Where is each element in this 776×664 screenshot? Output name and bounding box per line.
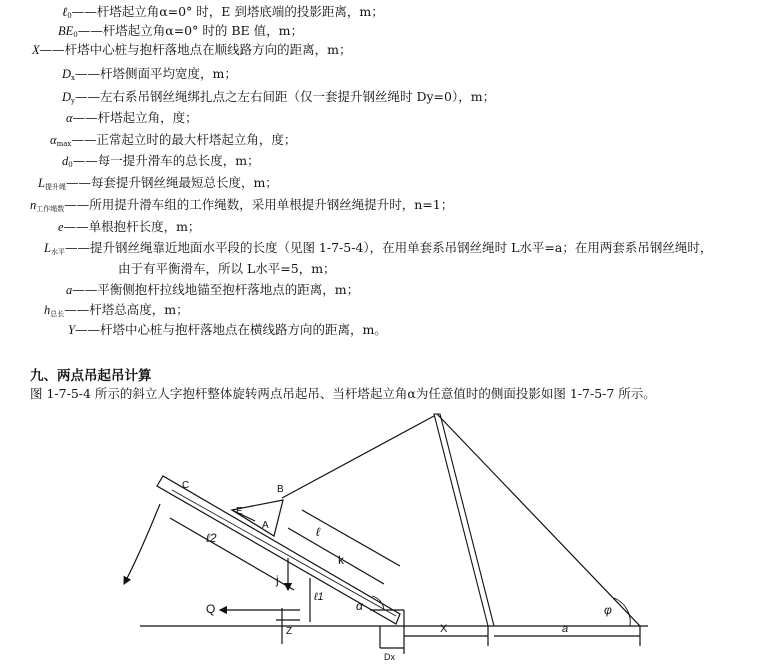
definition-item: ℓ$_0$——杆塔起立角α=0° 时，E 到塔底端的投影距离，m； <box>62 4 384 20</box>
label-Q: Q <box>206 602 216 616</box>
rotation-arc <box>124 504 160 584</box>
label-alpha: α <box>356 599 363 613</box>
gin-pole <box>434 414 494 626</box>
label-a: a <box>562 623 569 635</box>
definition-item: α——杆塔起立角，度； <box>66 110 198 125</box>
lifting-diagram <box>0 408 776 664</box>
label-l2: ℓ2 <box>206 531 217 545</box>
dim-k <box>288 528 384 584</box>
label-l: ℓ <box>316 525 320 539</box>
label-l1: ℓ1 <box>314 591 324 603</box>
definition-item: $d_0——$每一提升滑车的总长度，m； <box>62 153 260 169</box>
label-E: E <box>236 506 243 517</box>
definition-item: Y——杆塔中心桩与抱杆落地点在横线路方向的距离，m。 <box>68 322 387 337</box>
definition-item: 由于有平衡滑车，所以 L水平=5，m； <box>118 261 336 276</box>
definition-item: e——单根抱杆长度，m； <box>58 219 201 234</box>
label-X: X <box>440 623 448 635</box>
definition-item: $L_{提升绳}——$每套提升钢丝绳最短总长度，m； <box>38 175 278 191</box>
label-Dx: Dx <box>384 652 395 662</box>
definition-item: $BE_0——$杆塔起立角α=0° 时的 BE 值，m； <box>58 23 303 39</box>
definition-item: $\alpha_{max}——$正常起立时的最大杆塔起立角，度； <box>50 132 297 148</box>
section-paragraph: 图 1-7-5-4 所示的斜立人字抱杆整体旋转两点吊起吊、当杆塔起立角α为任意值时的侧面投影如图 1-7-5-7 所示。 <box>30 386 656 401</box>
lifting-rope <box>282 416 434 498</box>
definition-item: a——平衡侧抱杆拉线地锚至抱杆落地点的距离，m； <box>66 282 360 297</box>
label-Z: Z <box>286 626 293 637</box>
label-C: C <box>182 480 190 491</box>
definition-item: $D_x——$杆塔侧面平均宽度，m； <box>62 66 237 82</box>
label-A: A <box>262 520 269 531</box>
label-j: j <box>276 573 279 587</box>
section-heading: 九、两点吊起吊计算 <box>30 368 152 384</box>
definition-item: X——杆塔中心桩与抱杆落地点在顺线路方向的距离，m； <box>32 42 352 57</box>
definition-item: $h_{总长}——$杆塔总高度，m； <box>44 302 189 318</box>
label-B: B <box>277 484 284 495</box>
label-k: k <box>338 553 344 567</box>
definition-item: $D_y——$左右系吊钢丝绳绑扎点之左右间距（仅一套提升钢丝绳时 Dy=0），m； <box>62 89 496 105</box>
definition-item: $n_{工作绳数}——$所用提升滑车组的工作绳数，采用单根提升钢丝绳提升时，n=1； <box>30 197 454 213</box>
definition-item: $L_{水平}——$提升钢丝绳靠近地面水平段的长度（见图 1-7-5-4），在用单套系吊钢丝绳时 L水平=a；在用两套系吊钢丝绳时， <box>44 240 713 256</box>
label-phi: φ <box>604 603 612 617</box>
